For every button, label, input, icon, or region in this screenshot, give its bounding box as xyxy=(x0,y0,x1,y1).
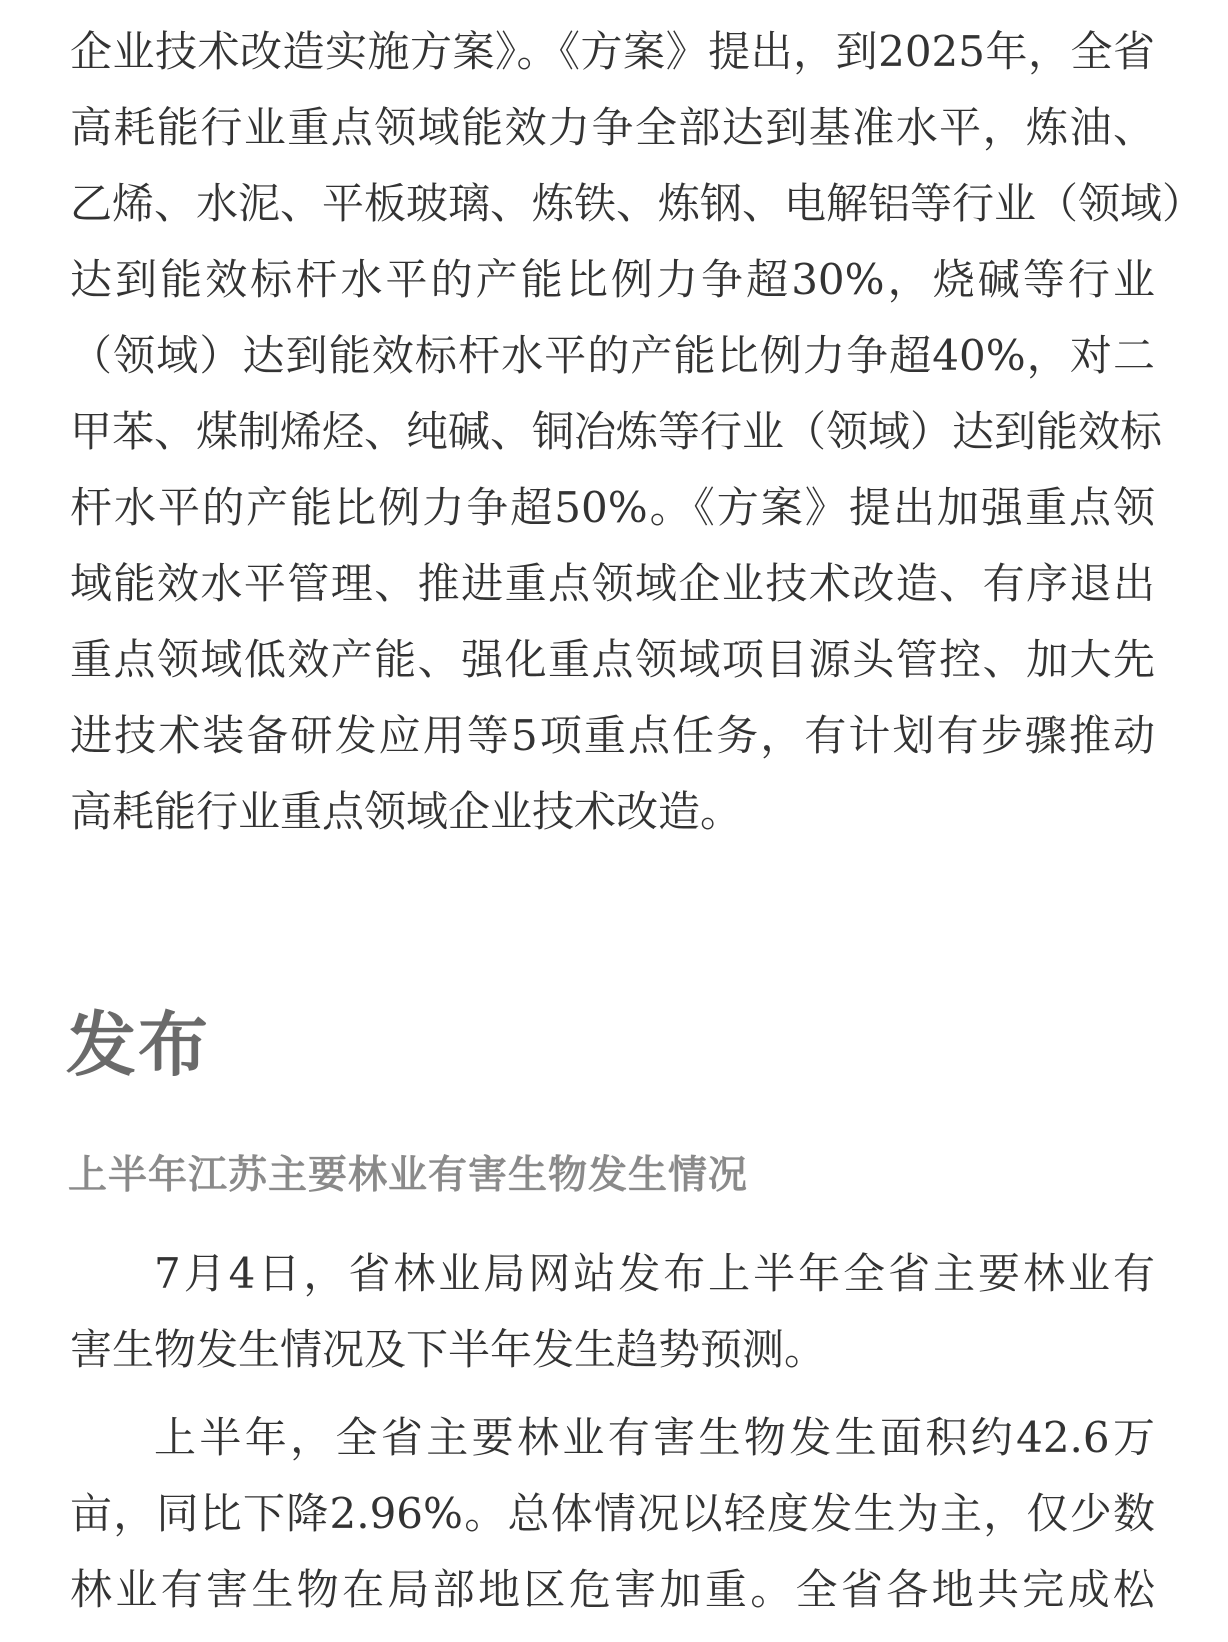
paragraph-line: 害生物发生情况及下半年发生趋势预测。 xyxy=(70,1325,827,1374)
paragraph-line: 甲苯、煤制烯烃、纯碱、铜冶炼等行业（领域）达到能效标 xyxy=(70,407,1163,456)
paragraph-line: 高耗能行业重点领域企业技术改造。 xyxy=(70,787,743,836)
paragraph-line: 乙烯、水泥、平板玻璃、炼铁、炼钢、电解铝等行业（领域） xyxy=(70,179,1205,228)
section-heading: 发布 xyxy=(66,1004,210,1086)
paragraph-line: 达到能效标杆水平的产能比例力争超30%，烧碱等行业 xyxy=(70,255,1155,304)
paragraph-line: 上半年，全省主要林业有害生物发生面积约42.6万 xyxy=(154,1413,1155,1462)
paragraph-line: 重点领域低效产能、强化重点领域项目源头管控、加大先 xyxy=(70,635,1155,684)
article-title: 上半年江苏主要林业有害生物发生情况 xyxy=(68,1152,749,1198)
paragraph-line: 林业有害生物在局部地区危害加重。全省各地共完成松 xyxy=(70,1565,1155,1614)
paragraph-line: 高耗能行业重点领域能效力争全部达到基准水平，炼油、 xyxy=(70,103,1155,152)
paragraph-line: 企业技术改造实施方案》。《方案》提出，到2025年，全省 xyxy=(70,27,1155,76)
paragraph-line: 进技术装备研发应用等5项重点任务，有计划有步骤推动 xyxy=(70,711,1155,760)
paragraph-line: 亩，同比下降2.96%。总体情况以轻度发生为主，仅少数 xyxy=(70,1489,1155,1538)
paragraph-line: 域能效水平管理、推进重点领域企业技术改造、有序退出 xyxy=(70,559,1155,608)
paragraph-line: 7月4日，省林业局网站发布上半年全省主要林业有 xyxy=(154,1249,1155,1298)
paragraph-line: （领域）达到能效标杆水平的产能比例力争超40%，对二 xyxy=(70,331,1155,380)
paragraph-line: 杆水平的产能比例力争超50%。《方案》提出加强重点领 xyxy=(70,483,1155,532)
